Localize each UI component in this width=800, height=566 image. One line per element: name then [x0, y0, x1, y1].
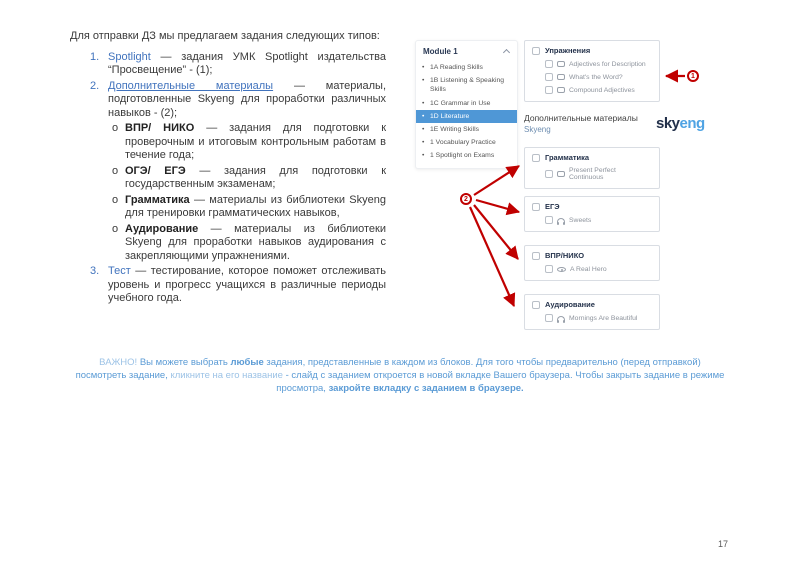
- task-link[interactable]: What's the Word?: [569, 73, 623, 81]
- module-item-1b[interactable]: • 1B Listening & Speaking Skills: [416, 74, 517, 96]
- panel-ege: [524, 196, 660, 232]
- panel-title: Упражнения: [545, 46, 591, 55]
- list-number: 2.: [90, 79, 100, 92]
- task-link[interactable]: A Real Hero: [570, 265, 607, 273]
- checkbox[interactable]: [532, 47, 540, 55]
- task-link[interactable]: Mornings Are Beautiful: [569, 314, 638, 322]
- module-title: Module 1: [423, 47, 458, 56]
- task-link[interactable]: Adjectives for Description: [569, 60, 646, 68]
- note-segment: кликните на его название: [170, 370, 283, 381]
- logo-part-eng: eng: [679, 115, 705, 132]
- term-vpr: ВПР/ НИКО: [125, 122, 195, 134]
- headphones-icon: [557, 218, 565, 223]
- module-header[interactable]: [416, 46, 517, 61]
- note-segment: ВАЖНО!: [99, 357, 140, 368]
- caption-line1: Дополнительные материалы: [524, 113, 638, 123]
- module-panel: [415, 40, 518, 169]
- checkbox[interactable]: [532, 203, 540, 211]
- module-item-exams[interactable]: • 1 Spotlight on Exams: [416, 149, 517, 162]
- note-segment: задания, представленные в каждом из блоков. Для того чтобы предварительно (перед отправкой) посмотреть задание,: [75, 357, 701, 381]
- panel-item: [545, 60, 652, 68]
- panel-title: ВПР/НИКО: [545, 251, 585, 260]
- annotation-badge-2: 2: [460, 193, 472, 205]
- checkbox[interactable]: [532, 154, 540, 162]
- panel-item: [545, 167, 652, 181]
- note-segment: Вы можете выбрать: [139, 357, 231, 368]
- module-item-1d-active[interactable]: • 1D Literature: [416, 110, 517, 123]
- panel-item: [545, 86, 652, 94]
- term-spotlight: Spotlight: [108, 50, 151, 63]
- task-link[interactable]: Compound Adjectives: [569, 86, 635, 94]
- checkbox[interactable]: [545, 60, 553, 68]
- sub-item-audio: [70, 223, 386, 264]
- task-link[interactable]: Present Perfect Continuous: [569, 167, 616, 181]
- term-grammar: Грамматика: [125, 193, 190, 206]
- list-item-text: — тестирование, которое поможет отслеживать уровень и прогресс учащихся в различные периоды учебного года.: [108, 265, 386, 304]
- chevron-up-icon[interactable]: [503, 49, 510, 56]
- module-item-1c[interactable]: • 1C Grammar in Use: [416, 97, 517, 110]
- sub-item-text: — материалы из библиотеки Skyeng для проработки навыков аудирования с закрепляющими упражнениями.: [125, 222, 386, 262]
- page-number: 17: [718, 539, 729, 549]
- panel-grammar: [524, 147, 660, 189]
- logo-part-sky: sky: [656, 115, 680, 132]
- checkbox[interactable]: [545, 265, 553, 273]
- term-audio: Аудирование: [125, 222, 199, 235]
- panel-exercises-header: [532, 46, 652, 55]
- term-test: Тест: [108, 265, 131, 277]
- sub-item-text: — задания для подготовки к государственным экзаменам;: [125, 164, 387, 190]
- card-icon: [557, 61, 565, 67]
- sub-bullet: o: [112, 222, 119, 235]
- list-item-extra-materials: [70, 80, 386, 121]
- sub-item-oge: [70, 165, 386, 192]
- checkbox[interactable]: [532, 301, 540, 309]
- skyeng-logo: [656, 115, 705, 132]
- sub-bullet: o: [112, 122, 119, 134]
- panel-title: ЕГЭ: [545, 202, 560, 211]
- extra-materials-caption: [524, 112, 638, 136]
- panel-vpr-header: [532, 251, 652, 260]
- eye-icon: [557, 267, 566, 272]
- card-icon: [557, 74, 565, 80]
- list-item-text: — задания УМК Spotlight издательства “Просвещение” - (1);: [108, 50, 386, 76]
- list-item-spotlight: [70, 51, 386, 78]
- headphones-icon: [557, 316, 565, 321]
- sub-item-text: — задания для подготовки к проверочным и итоговым контрольным работам в течение года;: [125, 122, 387, 161]
- sub-bullet: o: [112, 164, 119, 177]
- sub-item-vpr: [70, 122, 386, 163]
- list-number: 1.: [90, 50, 100, 63]
- panel-grammar-header: [532, 153, 652, 162]
- term-extra-materials-link[interactable]: Дополнительные материалы: [108, 79, 274, 92]
- main-text-block: [70, 30, 386, 308]
- list-number: 3.: [90, 265, 100, 277]
- checkbox[interactable]: [545, 216, 553, 224]
- note-segment: закройте вкладку с заданием в браузере.: [328, 383, 524, 394]
- panel-audio-header: [532, 300, 652, 309]
- checkbox[interactable]: [545, 314, 553, 322]
- note-segment: любые: [230, 357, 264, 368]
- module-item-1a[interactable]: • 1A Reading Skills: [416, 61, 517, 74]
- panel-item: [545, 73, 652, 81]
- panel-item: [545, 265, 652, 273]
- sub-item-grammar: [70, 194, 386, 221]
- card-icon: [557, 171, 565, 177]
- important-note: [75, 356, 725, 395]
- caption-line2: Skyeng: [524, 125, 551, 135]
- sub-bullet: o: [112, 193, 119, 206]
- term-oge: ОГЭ/ ЕГЭ: [125, 164, 186, 177]
- sub-item-text: — материалы из библиотеки Skyeng для тренировки грамматических навыков,: [125, 193, 386, 219]
- module-item-vocab[interactable]: • 1 Vocabulary Practice: [416, 136, 517, 149]
- note-segment: - слайд с заданием откроется в новой вкладке Вашего браузера. Чтобы закрыть задание в режиме просмотра,: [276, 370, 725, 394]
- panel-item: [545, 216, 652, 224]
- module-item-1e[interactable]: • 1E Writing Skills: [416, 123, 517, 136]
- card-icon: [557, 87, 565, 93]
- checkbox[interactable]: [545, 86, 553, 94]
- panel-ege-header: [532, 202, 652, 211]
- checkbox[interactable]: [532, 252, 540, 260]
- panel-exercises: [524, 40, 660, 102]
- panel-title: Аудирование: [545, 300, 595, 309]
- panel-item: [545, 314, 652, 322]
- annotation-badge-1: 1: [687, 70, 699, 82]
- list-item-test: [70, 265, 386, 306]
- panel-vpr: [524, 245, 660, 281]
- checkbox[interactable]: [545, 73, 553, 81]
- checkbox[interactable]: [545, 170, 553, 178]
- task-link[interactable]: Sweets: [569, 216, 592, 224]
- panel-title: Грамматика: [545, 153, 590, 162]
- list-item-text: — материалы, подготовленные Skyeng для проработки различных навыков - (2);: [108, 79, 387, 119]
- intro-text: Для отправки ДЗ мы предлагаем задания следующих типов:: [70, 30, 380, 42]
- panel-audio: [524, 294, 660, 330]
